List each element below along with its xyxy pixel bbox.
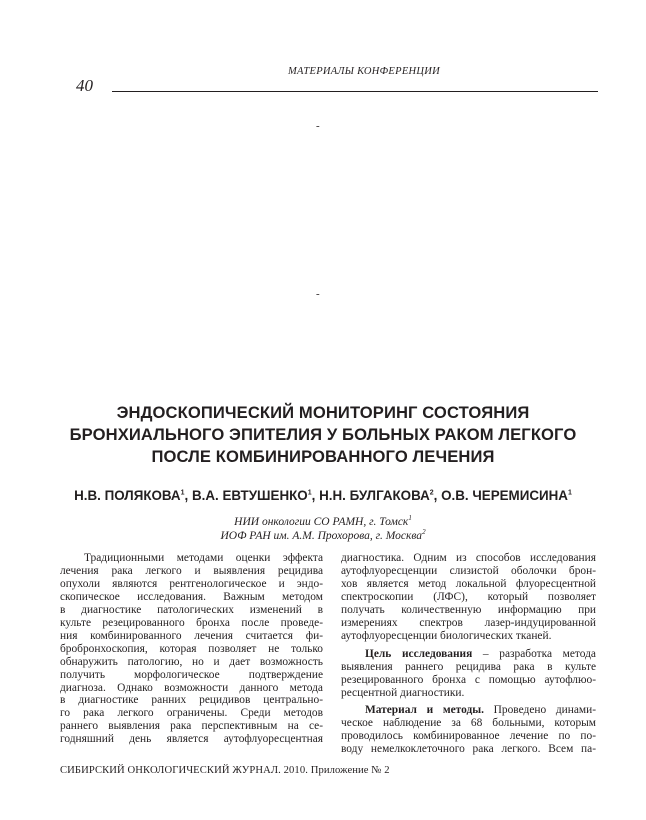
text-fragment: Проведено динами-: [483, 704, 596, 717]
text-line: диагностика. Одним из способов исследования: [341, 552, 596, 564]
text-line: [341, 704, 596, 717]
author-name: Н.В. ПОЛЯКОВА: [74, 488, 181, 503]
text-line: резецированного бронха с помощью аутофлюо-: [341, 673, 596, 686]
text-line: го рака легкого ограничены. Среди методов: [60, 707, 323, 720]
section-lead: Материал и методы.: [365, 704, 484, 717]
text-line: диагноза. Однако возможности данного метода: [60, 681, 323, 694]
author-affiliation-mark: 1: [307, 489, 312, 497]
text-line: бробронхоскопия, которая позволяет не только: [60, 642, 323, 655]
author-name: В.А. ЕВТУШЕНКО: [191, 488, 308, 503]
text-line: аутофлуоресценции слизистой оболочки брон-: [341, 564, 596, 577]
text-fragment: – разработка метода: [472, 647, 596, 660]
section-lead: Цель исследования: [365, 647, 473, 660]
text-line: получить морфологическое подтверждение: [60, 668, 323, 681]
page-number: 40: [76, 76, 93, 95]
text-line: раннего выявления рака перспективным на се-: [60, 720, 323, 733]
text-line: в диагностике патологических изменений в: [60, 603, 323, 616]
text-line: проводилось комбинированное лечение по по-: [341, 730, 596, 743]
body-column-right: [341, 552, 596, 756]
title-line: ЭНДОСКОПИЧЕСКИЙ МОНИТОРИНГ СОСТОЯНИЯ: [116, 403, 530, 422]
header-rule: [112, 91, 598, 92]
text-line: измерениях спектров лазер-индуцированной: [341, 616, 596, 629]
text-line: спектроскопии (ЛФС), который позволяет: [341, 590, 596, 603]
dash-mark: -: [316, 288, 320, 300]
text-line: получать количественную информацию при: [341, 603, 596, 616]
text-line: хов является метод локальной флуоресцентной: [341, 577, 596, 590]
text-line: аутофлуоресценции биологических тканей.: [341, 629, 552, 642]
text-line: культе резецированного бронха после проведе-: [60, 616, 323, 629]
text-line: ния комбинированного лечения считается фи-: [60, 629, 323, 642]
affiliation-mark: 1: [408, 514, 412, 523]
affiliation-text: НИИ онкологии СО РАМН, г. Томск: [234, 516, 409, 528]
text-line: Традиционными методами оценки эффекта: [84, 552, 323, 564]
affiliation-line: [60, 529, 586, 543]
text-line: в диагностике ранних рецидивов центрально-: [60, 694, 323, 707]
affiliations: [60, 515, 586, 543]
author-affiliation-mark: 1: [180, 489, 185, 497]
text-line: ческое наблюдение за 68 больными, которым: [341, 717, 596, 730]
text-line: воду немелкоклеточного рака легкого. Всем па-: [341, 743, 596, 756]
author-affiliation-mark: 1: [567, 489, 572, 497]
text-line: лечения рака легкого и выявления рецидива: [60, 564, 323, 577]
author-name: О.В. ЧЕРЕМИСИНА: [441, 488, 568, 503]
dash-mark: -: [316, 120, 320, 132]
journal-section-header: МАТЕРИАЛЫ КОНФЕРЕНЦИИ: [288, 66, 441, 77]
text-line: выявления раннего рецидива рака в культе: [341, 660, 596, 673]
affiliation-mark: 2: [422, 528, 426, 537]
authors-line: Н.В. ПОЛЯКОВА$^1$, В.А. ЕВТУШЕНКО$^1$, Н.Н. БУЛГАКОВА$^2$, О.В. ЧЕРЕМИСИНА$^1$: [74, 488, 572, 503]
title-line: БРОНХИАЛЬНОГО ЭПИТЕЛИЯ У БОЛЬНЫХ РАКОМ ЛЕГКОГО: [69, 425, 577, 444]
title-line: ПОСЛЕ КОМБИНИРОВАННОГО ЛЕЧЕНИЯ: [151, 447, 495, 466]
text-line: опухоли являются рентгенологическое и эндо-: [60, 577, 323, 590]
author-affiliation-mark: 2: [429, 489, 434, 497]
text-line: годняшний день является аутофлуоресцентная: [60, 733, 323, 746]
affiliation-text: ИОФ РАН им. А.М. Прохорова, г. Москва: [220, 530, 423, 542]
text-line: [341, 648, 596, 661]
text-line: ресцентной диагностики.: [341, 686, 465, 699]
text-line: скопическое исследования. Важным методом: [60, 590, 323, 603]
text-line: обнаружить патологию, но и дает возможность: [60, 655, 323, 668]
article-title: [60, 402, 586, 468]
affiliation-line: [60, 515, 586, 529]
body-column-left: [60, 552, 323, 746]
author-name: Н.Н. БУЛГАКОВА: [319, 488, 430, 503]
journal-footer: СИБИРСКИЙ ОНКОЛОГИЧЕСКИЙ ЖУРНАЛ. 2010. Приложение № 2: [60, 765, 390, 776]
